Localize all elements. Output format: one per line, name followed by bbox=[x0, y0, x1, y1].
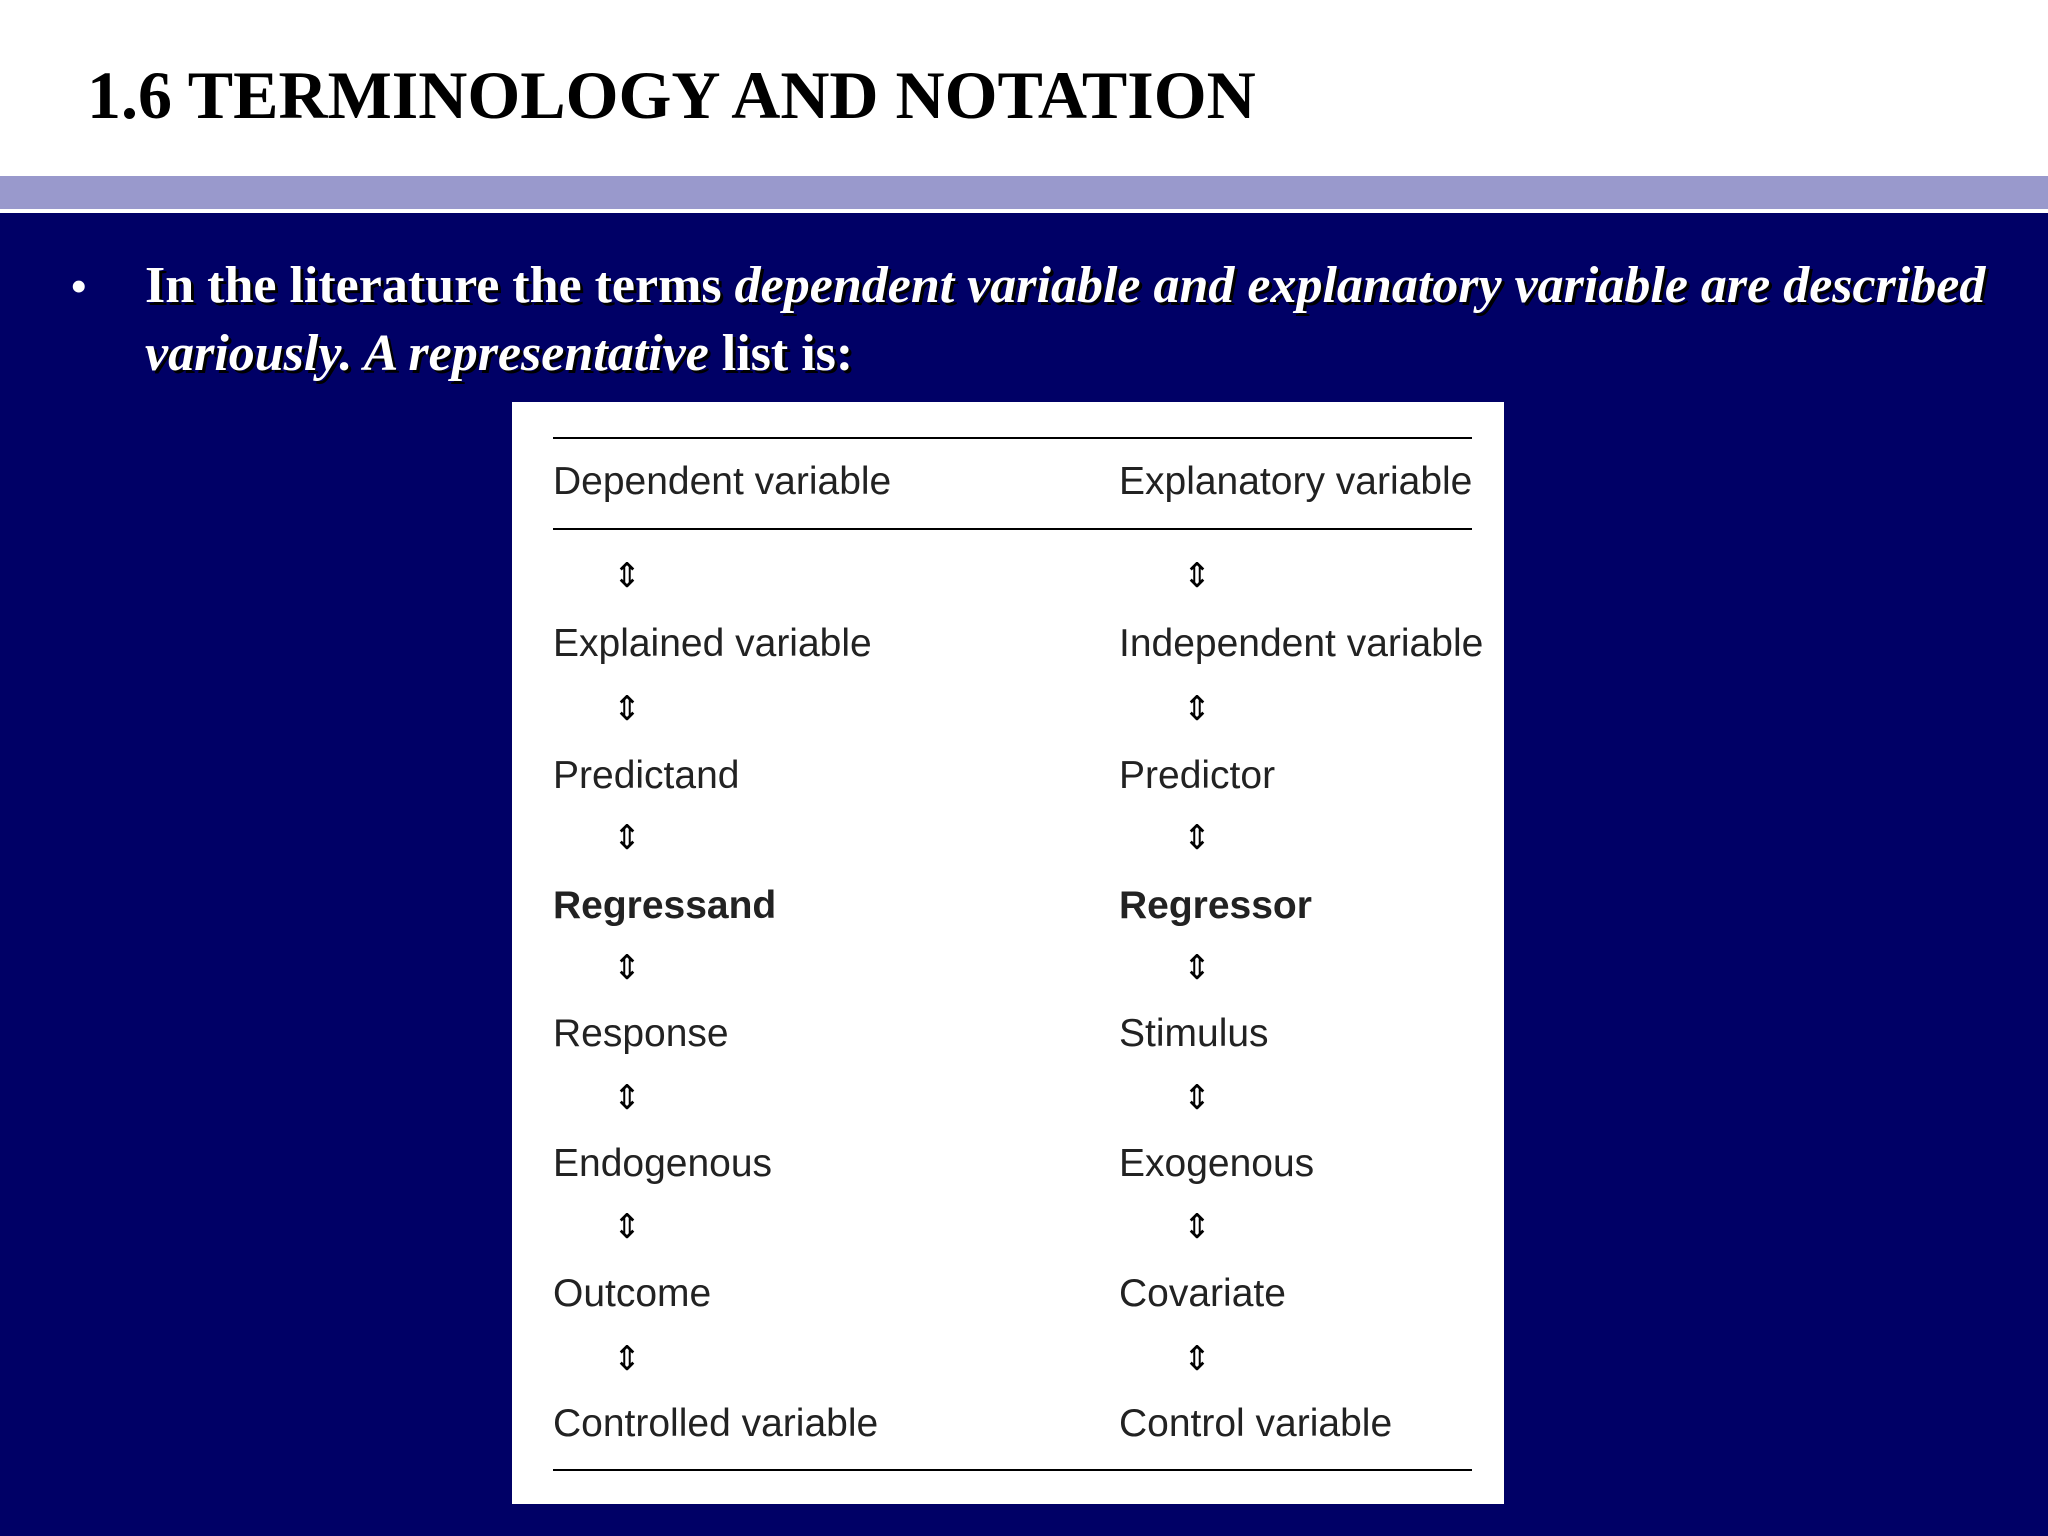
table-top-rule bbox=[553, 437, 1472, 439]
bullet-icon: • bbox=[70, 258, 88, 314]
bullet-text-italic: dependent variable and explanatory variable are described variously. A representative bbox=[145, 257, 1986, 382]
table-cell-right: Predictor bbox=[1119, 754, 1276, 797]
bullet-text-part1: In the literature the terms bbox=[145, 257, 735, 314]
up-down-arrow-icon: ⇕ bbox=[1182, 1078, 1212, 1118]
terminology-table bbox=[512, 402, 1504, 1504]
table-cell-right: Covariate bbox=[1119, 1272, 1286, 1315]
table-cell-left: Predictand bbox=[553, 754, 740, 797]
up-down-arrow-icon: ⇕ bbox=[1182, 1207, 1212, 1247]
table-cell-right: Regressor bbox=[1119, 884, 1312, 927]
table-header-rule bbox=[553, 528, 1472, 530]
table-cell-right: Exogenous bbox=[1119, 1142, 1315, 1185]
table-cell-left: Response bbox=[553, 1012, 729, 1055]
header-explanatory-variable: Explanatory variable bbox=[1119, 460, 1473, 503]
table-cell-left: Controlled variable bbox=[553, 1402, 879, 1445]
table-cell-right: Stimulus bbox=[1119, 1012, 1269, 1055]
table-cell-left: Explained variable bbox=[553, 622, 872, 665]
table-bottom-rule bbox=[553, 1469, 1472, 1471]
up-down-arrow-icon: ⇕ bbox=[612, 948, 642, 988]
up-down-arrow-icon: ⇕ bbox=[1182, 556, 1212, 596]
table-cell-left: Outcome bbox=[553, 1272, 712, 1315]
table-cell-right: Control variable bbox=[1119, 1402, 1393, 1445]
table-cell-left: Regressand bbox=[553, 884, 777, 927]
up-down-arrow-icon: ⇕ bbox=[1182, 948, 1212, 988]
table-cell-right: Independent variable bbox=[1119, 622, 1484, 665]
table-cell-left: Endogenous bbox=[553, 1142, 773, 1185]
up-down-arrow-icon: ⇕ bbox=[1182, 1339, 1212, 1379]
up-down-arrow-icon: ⇕ bbox=[612, 1339, 642, 1379]
up-down-arrow-icon: ⇕ bbox=[1182, 818, 1212, 858]
header-dependent-variable: Dependent variable bbox=[553, 460, 892, 503]
up-down-arrow-icon: ⇕ bbox=[612, 1207, 642, 1247]
accent-divider bbox=[0, 209, 2048, 213]
up-down-arrow-icon: ⇕ bbox=[612, 818, 642, 858]
bullet-text-part3: list is: bbox=[708, 325, 854, 382]
slide-title: 1.6 TERMINOLOGY AND NOTATION bbox=[87, 57, 1256, 133]
title-band bbox=[0, 0, 2048, 176]
accent-band bbox=[0, 176, 2048, 209]
up-down-arrow-icon: ⇕ bbox=[1182, 689, 1212, 729]
up-down-arrow-icon: ⇕ bbox=[612, 1078, 642, 1118]
up-down-arrow-icon: ⇕ bbox=[612, 689, 642, 729]
bullet-text bbox=[145, 252, 1995, 388]
up-down-arrow-icon: ⇕ bbox=[612, 556, 642, 596]
